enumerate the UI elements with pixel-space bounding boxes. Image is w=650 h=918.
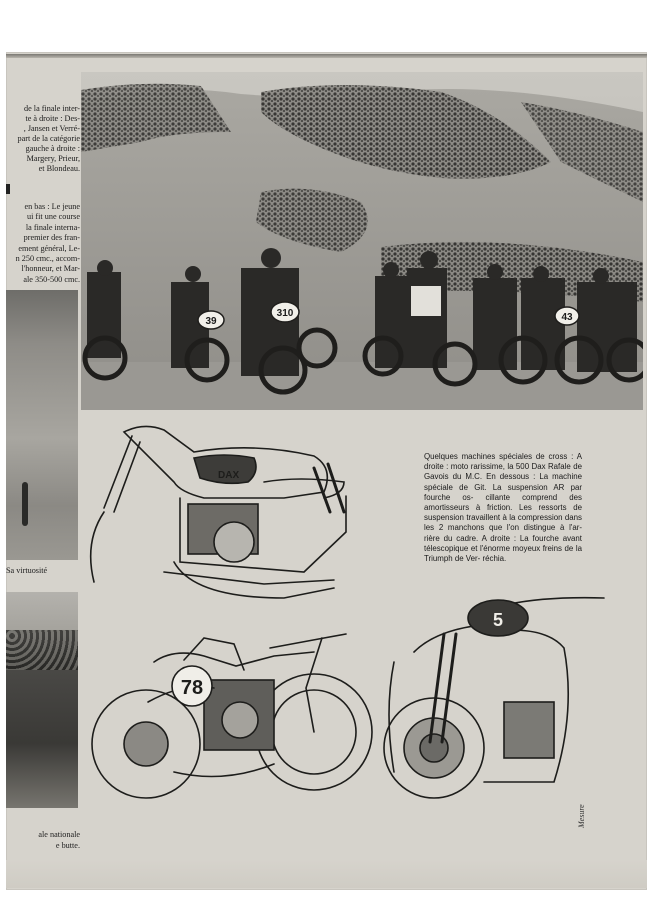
crowd-texture bbox=[6, 630, 78, 670]
caption-bottom-left: ale nationale e butte. bbox=[38, 830, 80, 850]
dax-tank-label: DAX bbox=[218, 470, 240, 481]
race-start-photo-drawing bbox=[81, 72, 643, 410]
section-bullet bbox=[6, 184, 10, 194]
caption-line: rière du cadre. A droite : La fourche bbox=[424, 533, 563, 543]
plate-5: 5 bbox=[492, 610, 504, 630]
caption-line: avant télescopique et l'énorme bbox=[424, 533, 582, 553]
rider-silhouette bbox=[22, 482, 28, 526]
race-number-plate-2: 310 bbox=[276, 308, 294, 319]
caption-middle-left: en bas : Le jeune ui fit une course la finale interna- premier des fran- ement général, Le- n 250 cmc., accom- l'honneur, et Mar- ale 350-500 cmc. bbox=[15, 202, 80, 284]
caption-line: réchia. bbox=[482, 554, 507, 564]
scan-bottom-edge bbox=[6, 860, 647, 888]
caption-line: cross : A droite : moto rarissime, la bbox=[424, 452, 582, 472]
artist-signature: Mesure bbox=[577, 804, 586, 828]
caption-virtuosite: Sa virtuosité bbox=[6, 566, 48, 575]
caption-line: travaillent à la compression dans les bbox=[424, 513, 582, 533]
race-number-plate-1: 39 bbox=[205, 316, 217, 327]
caption-top-left: de la finale inter- te à droite : Des- , Jansen et Verré- part de la catégorie gauche à droite : Margery, Prieur, et Blondeau. bbox=[17, 104, 80, 173]
caption-line: cillante comprend des amortisseurs à bbox=[424, 492, 582, 513]
caption-line: 2 manchons que l'on distingue à l'ar- bbox=[438, 523, 582, 533]
left-strip-photo-hillside bbox=[6, 290, 78, 560]
plate-78: 78 bbox=[180, 677, 204, 699]
caption-line: friction. Les ressorts de suspension bbox=[424, 503, 582, 523]
caption-line: moyeux freins de la Triumph de Ver- bbox=[424, 543, 582, 564]
race-number-plate-3: 43 bbox=[561, 312, 573, 323]
left-strip-photo-crowd bbox=[6, 592, 78, 808]
caption-line: 500 Dax Rafale de Gavois du M.C. bbox=[424, 462, 582, 482]
caption-line: Git. La suspension AR par fourche os- bbox=[424, 482, 582, 502]
top-rule bbox=[6, 54, 647, 58]
caption-right-machines bbox=[424, 452, 582, 564]
caption-line: Quelques machines spéciales de bbox=[424, 452, 549, 461]
race-start-photo bbox=[81, 72, 643, 410]
caption-line: En dessous : La machine spéciale de bbox=[424, 472, 582, 492]
